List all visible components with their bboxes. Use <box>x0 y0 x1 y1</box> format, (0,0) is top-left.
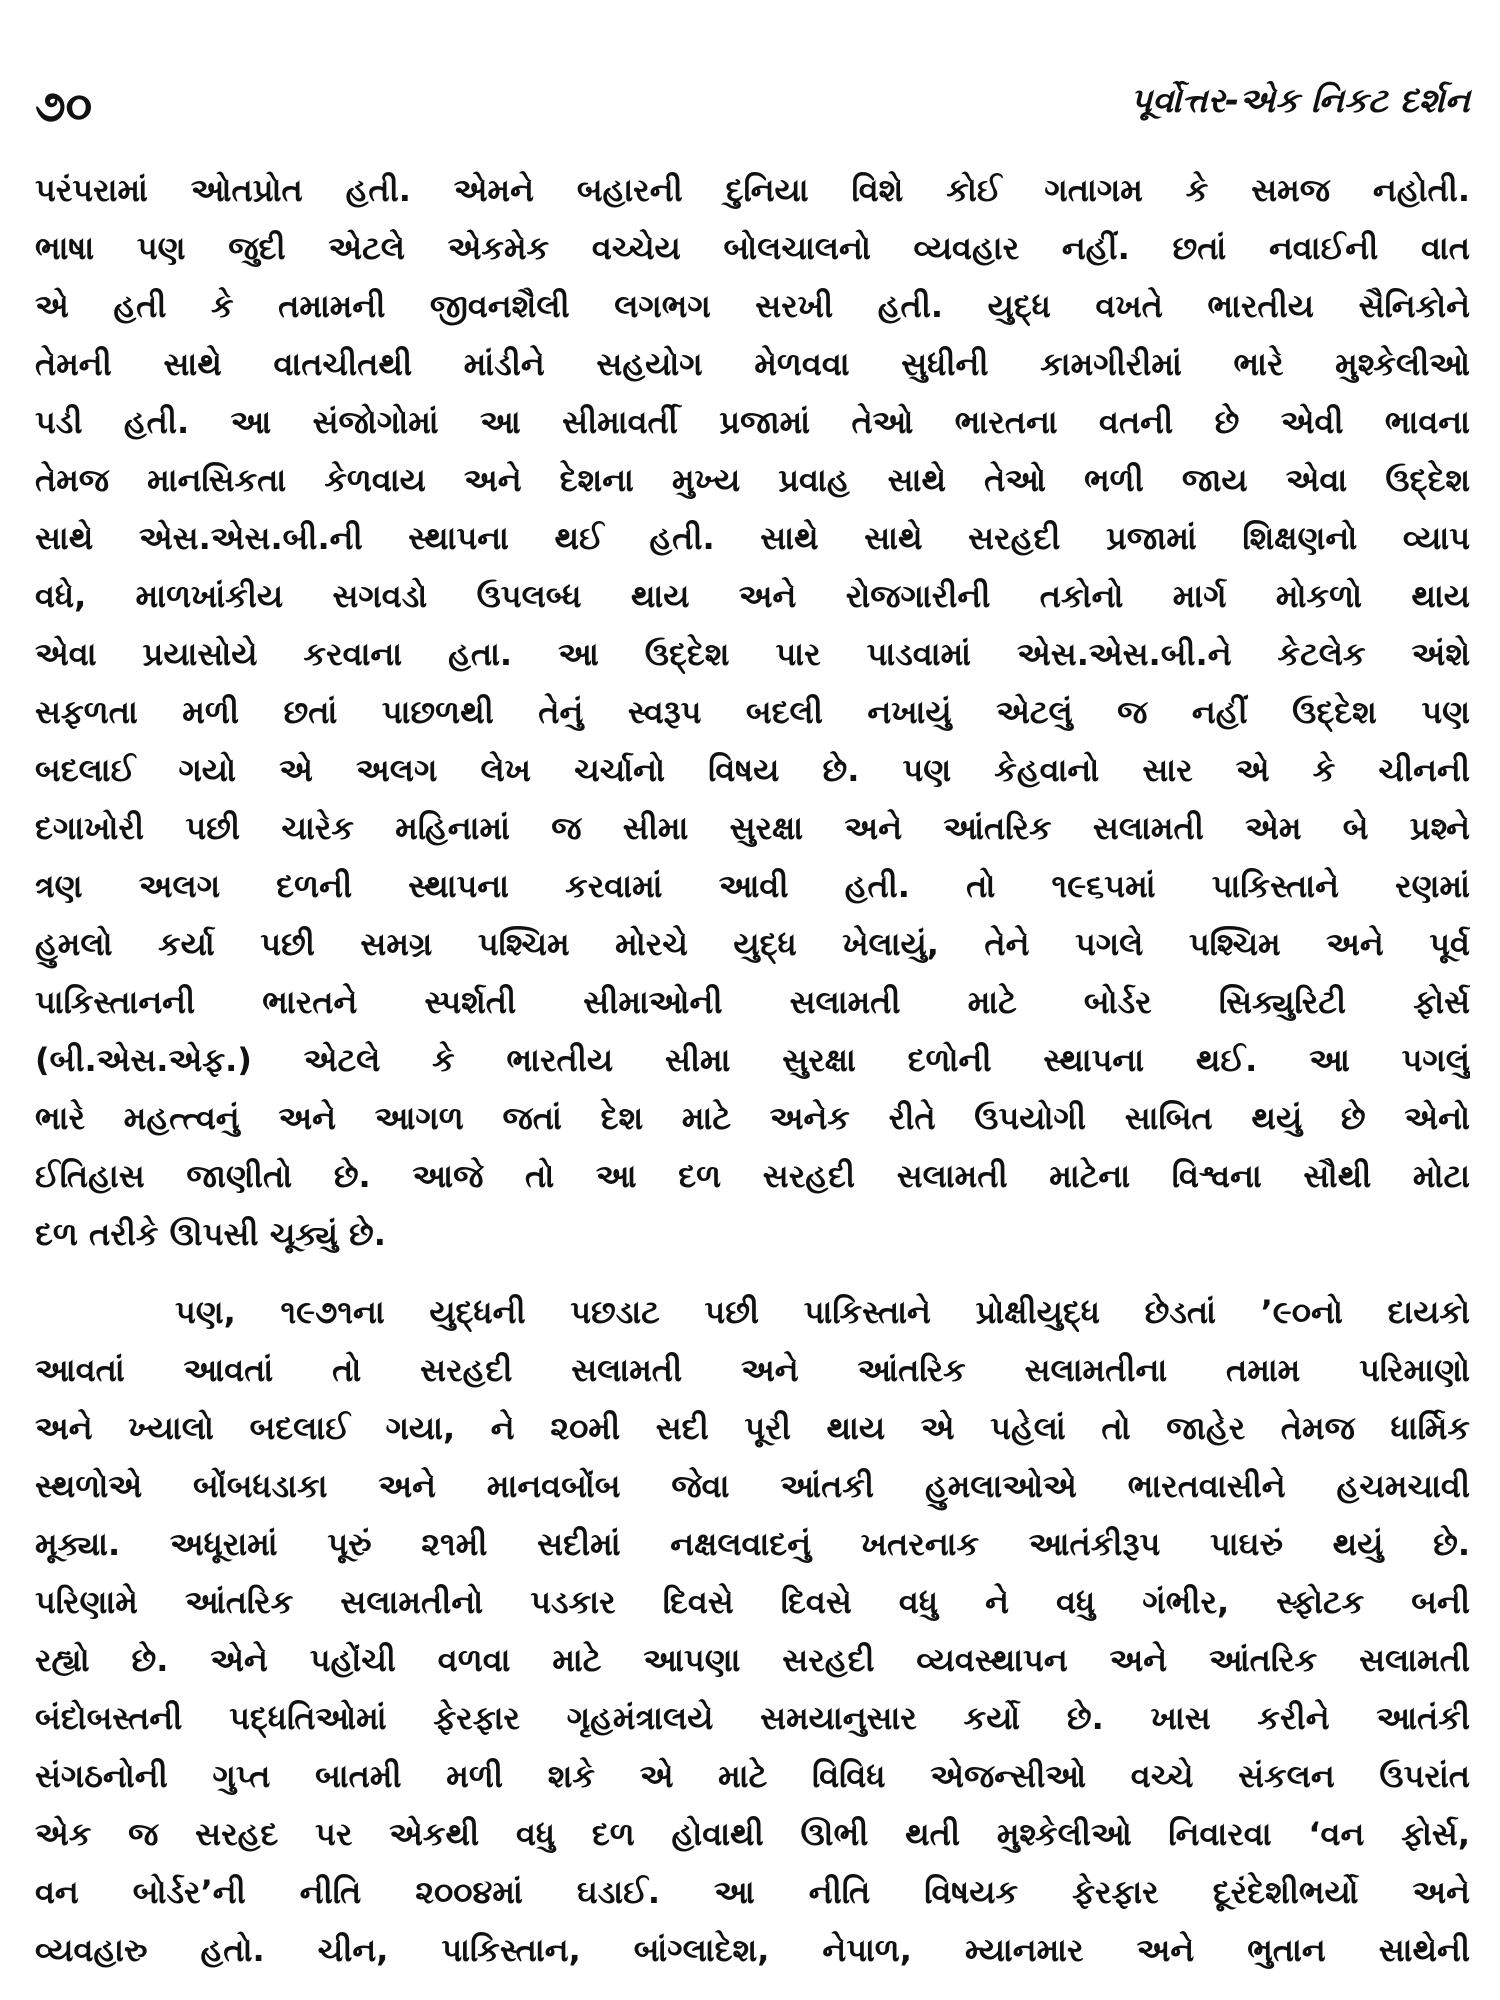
text-line: તેમની સાથે વાતચીતથી માંડીને સહયોગ મેળવવા સુધીની કામગીરીમાં ભારે મુશ્કેલીઓ <box>35 345 1470 383</box>
text-line: બદલાઈ ગયો એ અલગ લેખ ચર્ચાનો વિષય છે. પણ કેહવાનો સાર એ કે ચીનની <box>35 751 1470 789</box>
paragraph <box>35 1283 1470 1979</box>
text-line: આવતાં આવતાં તો સરહદી સલામતી અને આંતરિક સલામતીના તમામ પરિમાણો <box>35 1351 1470 1389</box>
text-line: પડી હતી. આ સંજોગોમાં આ સીમાવર્તી પ્રજામાં તેઓ ભારતના વતની છે એવી ભાવના <box>35 403 1470 441</box>
text-line: પરિણામે આંતરિક સલામતીનો પડકાર દિવસે દિવસે વધુ ને વધુ ગંભીર, સ્ફોટક બની <box>35 1583 1470 1621</box>
text-line: મૂક્યા. અધૂરામાં પૂરું ૨૧મી સદીમાં નક્ષલવાદનું ખતરનાક આતંકીરૂપ પાઘરું થયું છે. <box>35 1525 1470 1563</box>
body-text <box>35 161 1470 1979</box>
text-line: હુમલો કર્યા પછી સમગ્ર પશ્ચિમ મોરચે યુદ્ધ ખેલાયું, તેને પગલે પશ્ચિમ અને પૂર્વ <box>35 925 1470 963</box>
text-line: બંદોબસ્તની પદ્ધતિઓમાં ફેરફાર ગૃહમંત્રાલયે સમયાનુસાર કર્યો છે. ખાસ કરીને આતંકી <box>35 1699 1470 1737</box>
text-line: વધે, માળખાંકીય સગવડો ઉપલબ્ધ થાય અને રોજગારીની તકોનો માર્ગ મોકળો થાય <box>35 577 1470 615</box>
text-line: સફળતા મળી છતાં પાછળથી તેનું સ્વરૂપ બદલી નખાયું એટલું જ નહીં ઉદ્દેશ પણ <box>35 693 1470 731</box>
text-line: એવા પ્રયાસોયે કરવાના હતા. આ ઉદ્દેશ પાર પાડવામાં એસ.એસ.બી.ને કેટલેક અંશે <box>35 635 1470 673</box>
page-header <box>35 76 1470 136</box>
text-line: સ્થળોએ બોંબધડાકા અને માનવબોંબ જેવા આંતકી હુમલાઓએ ભારતવાસીને હચમચાવી <box>35 1467 1470 1505</box>
text-line: (બી.એસ.એફ.) એટલે કે ભારતીય સીમા સુરક્ષા દળોની સ્થાપના થઈ. આ પગલું <box>35 1041 1470 1079</box>
text-line: ભારે મહત્ત્વનું અને આગળ જતાં દેશ માટે અનેક રીતે ઉપયોગી સાબિત થયું છે એનો <box>35 1099 1470 1137</box>
text-line: એક જ સરહદ પર એકથી વધુ દળ હોવાથી ઊભી થતી મુશ્કેલીઓ નિવારવા ‘વન ફોર્સ, <box>35 1815 1470 1853</box>
text-line: એ હતી કે તમામની જીવનશૈલી લગભગ સરખી હતી. યુદ્ધ વખતે ભારતીય સૈનિકોને <box>35 287 1470 325</box>
page-number: ૭૦ <box>35 81 93 132</box>
text-line: વ્યવહારુ હતો. ચીન, પાકિસ્તાન, બાંગ્લાદેશ, નેપાળ, મ્યાનમાર અને ભુતાન સાથેની <box>35 1931 1470 1969</box>
text-line: રહ્યો છે. એને પહોંચી વળવા માટે આપણા સરહદી વ્યવસ્થાપન અને આંતરિક સલામતી <box>35 1641 1470 1679</box>
paragraph <box>35 161 1470 1263</box>
text-line: ભાષા પણ જુદી એટલે એકમેક વચ્ચેય બોલચાલનો વ્યવહાર નહીં. છતાં નવાઈની વાત <box>35 229 1470 267</box>
running-title: પૂર્વોત્તર-એક નિકટ દર્શન <box>1130 81 1470 121</box>
text-line: દગાખોરી પછી ચારેક મહિનામાં જ સીમા સુરક્ષા અને આંતરિક સલામતી એમ બે પ્રશ્ને <box>35 809 1470 847</box>
text-line: ત્રણ અલગ દળની સ્થાપના કરવામાં આવી હતી. તો ૧૯૬૫માં પાકિસ્તાને રણમાં <box>35 867 1470 905</box>
text-line: વન બોર્ડર’ની નીતિ ૨૦૦૪માં ઘડાઈ. આ નીતિ વિષયક ફેરફાર દૂરંદેશીભર્યો અને <box>35 1873 1470 1911</box>
text-line: દળ તરીકે ઊપસી ચૂક્યું છે. <box>35 1215 386 1253</box>
text-line: તેમજ માનસિકતા કેળવાય અને દેશના મુખ્ય પ્રવાહ સાથે તેઓ ભળી જાય એવા ઉદ્દેશ <box>35 461 1470 499</box>
text-line: સંગઠનોની ગુપ્ત બાતમી મળી શકે એ માટે વિવિધ એજન્સીઓ વચ્ચે સંકલન ઉપરાંત <box>35 1757 1470 1795</box>
text-line: ઈતિહાસ જાણીતો છે. આજે તો આ દળ સરહદી સલામતી માટેના વિશ્વના સૌથી મોટા <box>35 1157 1470 1195</box>
text-line: સાથે એસ.એસ.બી.ની સ્થાપના થઈ હતી. સાથે સાથે સરહદી પ્રજામાં શિક્ષણનો વ્યાપ <box>35 519 1470 557</box>
text-line: પણ, ૧૯૭૧ના યુદ્ધની પછડાટ પછી પાકિસ્તાને પ્રોક્ષીયુદ્ધ છેડતાં ’૯૦નો દાયકો <box>175 1293 1470 1331</box>
text-line: અને ખ્યાલો બદલાઈ ગયા, ને ૨૦મી સદી પૂરી થાય એ પહેલાં તો જાહેર તેમજ ધાર્મિક <box>35 1409 1470 1447</box>
text-line: પાકિસ્તાનની ભારતને સ્પર્શતી સીમાઓની સલામતી માટે બોર્ડર સિક્યુરિટી ફોર્સ <box>35 983 1470 1021</box>
text-line: પરંપરામાં ઓતપ્રોત હતી. એમને બહારની દુનિયા વિશે કોઈ ગતાગમ કે સમજ નહોતી. <box>35 171 1470 209</box>
